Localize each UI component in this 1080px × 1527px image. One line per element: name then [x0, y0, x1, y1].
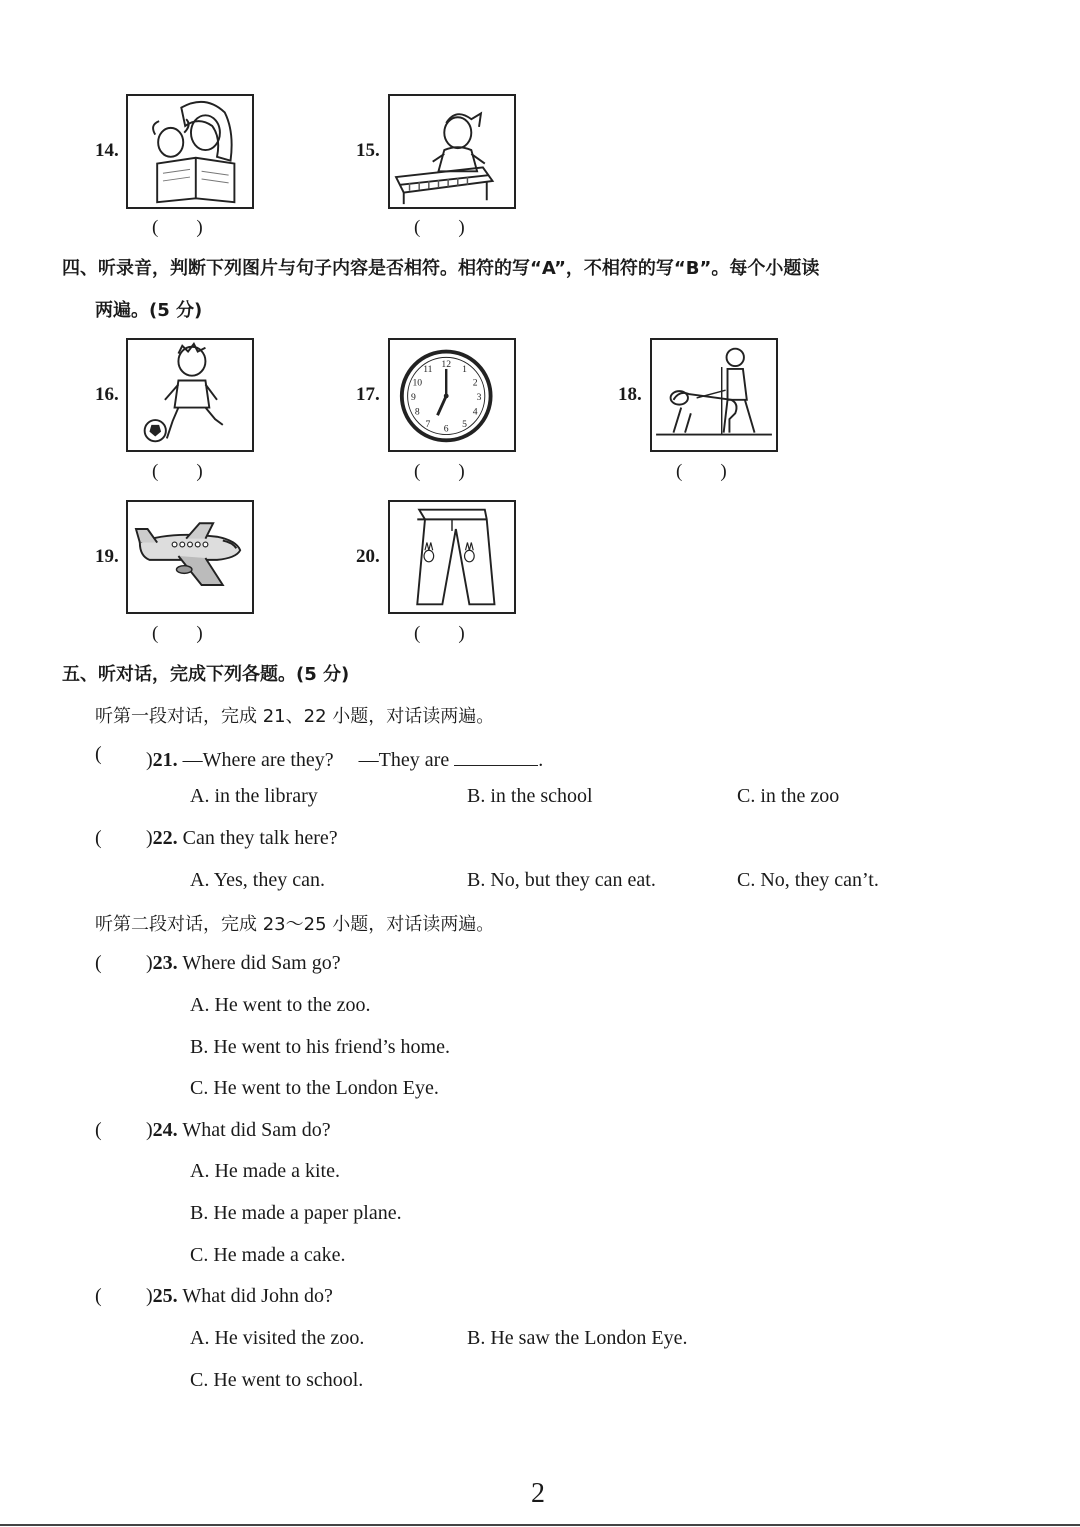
picture-16	[126, 338, 254, 452]
page-bottom-rule	[0, 1524, 1080, 1526]
section5-part1-instruction: 听第一段对话，完成 21、22 小题，对话读两遍。	[95, 706, 495, 727]
item-number-14: 14.	[95, 140, 119, 161]
question-text-24: What did Sam do?	[182, 1119, 331, 1141]
answer-paren-close-25: )	[146, 1285, 153, 1307]
svg-text:4: 4	[472, 406, 478, 418]
question-number-24: 24.	[152, 1119, 178, 1141]
svg-text:8: 8	[414, 406, 420, 418]
answer-paren-close-21: )	[146, 749, 153, 771]
option-24-b[interactable]: B. He made a paper plane.	[190, 1202, 402, 1224]
svg-text:6: 6	[443, 423, 449, 435]
answer-paren-17[interactable]: ( )	[414, 461, 465, 482]
item-number-20: 20.	[356, 546, 380, 567]
answer-paren-open-21[interactable]: (	[95, 743, 102, 765]
section4-heading: 四、听录音，判断下列图片与句子内容是否相符。相符的写“A”，不相符的写“B”。每个小题读	[62, 258, 820, 279]
answer-paren-19[interactable]: ( )	[152, 623, 203, 644]
question-22	[146, 827, 338, 850]
picture-14	[126, 94, 254, 209]
answer-blank-21[interactable]	[454, 747, 538, 766]
answer-paren-close-22: )	[146, 827, 153, 849]
question-number-21: 21.	[152, 749, 178, 771]
picture-15	[388, 94, 516, 209]
question-number-23: 23.	[152, 952, 178, 974]
answer-paren-close-24: )	[146, 1119, 153, 1141]
item-number-18: 18.	[618, 384, 642, 405]
question-number-25: 25.	[152, 1285, 178, 1307]
page-number: 2	[531, 1478, 545, 1509]
clock-icon	[390, 340, 514, 450]
option-25-a[interactable]: A. He visited the zoo.	[190, 1327, 365, 1349]
svg-text:10: 10	[412, 377, 423, 389]
question-21-body	[146, 743, 543, 772]
answer-paren-open-23[interactable]: (	[95, 952, 102, 974]
trousers-icon	[390, 502, 514, 612]
option-21-a[interactable]: A. in the library	[190, 785, 318, 807]
option-21-b[interactable]: B. in the school	[467, 785, 593, 807]
boy-kicking-football-icon	[128, 340, 252, 450]
svg-text:11: 11	[423, 363, 433, 375]
item-number-17: 17.	[356, 384, 380, 405]
question-24	[146, 1119, 331, 1142]
svg-text:12: 12	[441, 359, 452, 371]
svg-text:2: 2	[472, 377, 478, 389]
question-text-22: Can they talk here?	[182, 827, 338, 849]
question-text-23: Where did Sam go?	[182, 952, 341, 974]
item-number-15: 15.	[356, 140, 380, 161]
option-24-c[interactable]: C. He made a cake.	[190, 1244, 346, 1266]
question-21	[95, 743, 102, 766]
question-23	[146, 952, 341, 975]
svg-text:7: 7	[425, 418, 431, 430]
option-22-b[interactable]: B. No, but they can eat.	[467, 869, 656, 891]
item-number-16: 16.	[95, 384, 119, 405]
svg-text:3: 3	[476, 391, 482, 403]
section4-heading-cont: 两遍。(5 分)	[95, 300, 203, 321]
option-25-b[interactable]: B. He saw the London Eye.	[467, 1327, 688, 1349]
answer-paren-open-22[interactable]: (	[95, 827, 102, 849]
answer-paren-close-23: )	[146, 952, 153, 974]
option-22-c[interactable]: C. No, they can’t.	[737, 869, 879, 891]
option-24-a[interactable]: A. He made a kite.	[190, 1160, 340, 1182]
svg-text:1: 1	[462, 363, 467, 375]
option-23-c[interactable]: C. He went to the London Eye.	[190, 1077, 439, 1099]
section5-part2-instruction: 听第二段对话，完成 23～25 小题，对话读两遍。	[95, 914, 495, 935]
question-number-22: 22.	[152, 827, 178, 849]
picture-19	[126, 500, 254, 614]
girl-playing-piano-icon	[390, 96, 514, 207]
picture-20	[388, 500, 516, 614]
option-23-a[interactable]: A. He went to the zoo.	[190, 994, 371, 1016]
option-21-c[interactable]: C. in the zoo	[737, 785, 840, 807]
option-23-b[interactable]: B. He went to his friend’s home.	[190, 1036, 450, 1058]
item-number-19: 19.	[95, 546, 119, 567]
question-text-25: What did John do?	[182, 1285, 333, 1307]
answer-paren-20[interactable]: ( )	[414, 623, 465, 644]
mother-and-girl-reading-icon	[128, 96, 252, 207]
option-25-c[interactable]: C. He went to school.	[190, 1369, 364, 1391]
answer-paren-open-24[interactable]: (	[95, 1119, 102, 1141]
question-end-21: .	[538, 749, 544, 771]
section5-heading: 五、听对话，完成下列各题。(5 分)	[62, 664, 350, 685]
question-25	[146, 1285, 333, 1308]
answer-paren-16[interactable]: ( )	[152, 461, 203, 482]
answer-paren-14[interactable]: ( )	[152, 217, 203, 238]
answer-paren-18[interactable]: ( )	[676, 461, 727, 482]
answer-paren-15[interactable]: ( )	[414, 217, 465, 238]
svg-text:9: 9	[410, 391, 416, 403]
airplane-icon	[128, 502, 252, 612]
question-text-21: —Where are they? —They are	[182, 749, 450, 771]
svg-text:5: 5	[462, 418, 467, 430]
option-22-a[interactable]: A. Yes, they can.	[190, 869, 325, 891]
blind-man-with-guide-dog-icon	[652, 340, 776, 450]
answer-paren-open-25[interactable]: (	[95, 1285, 102, 1307]
picture-17	[388, 338, 516, 452]
picture-18	[650, 338, 778, 452]
